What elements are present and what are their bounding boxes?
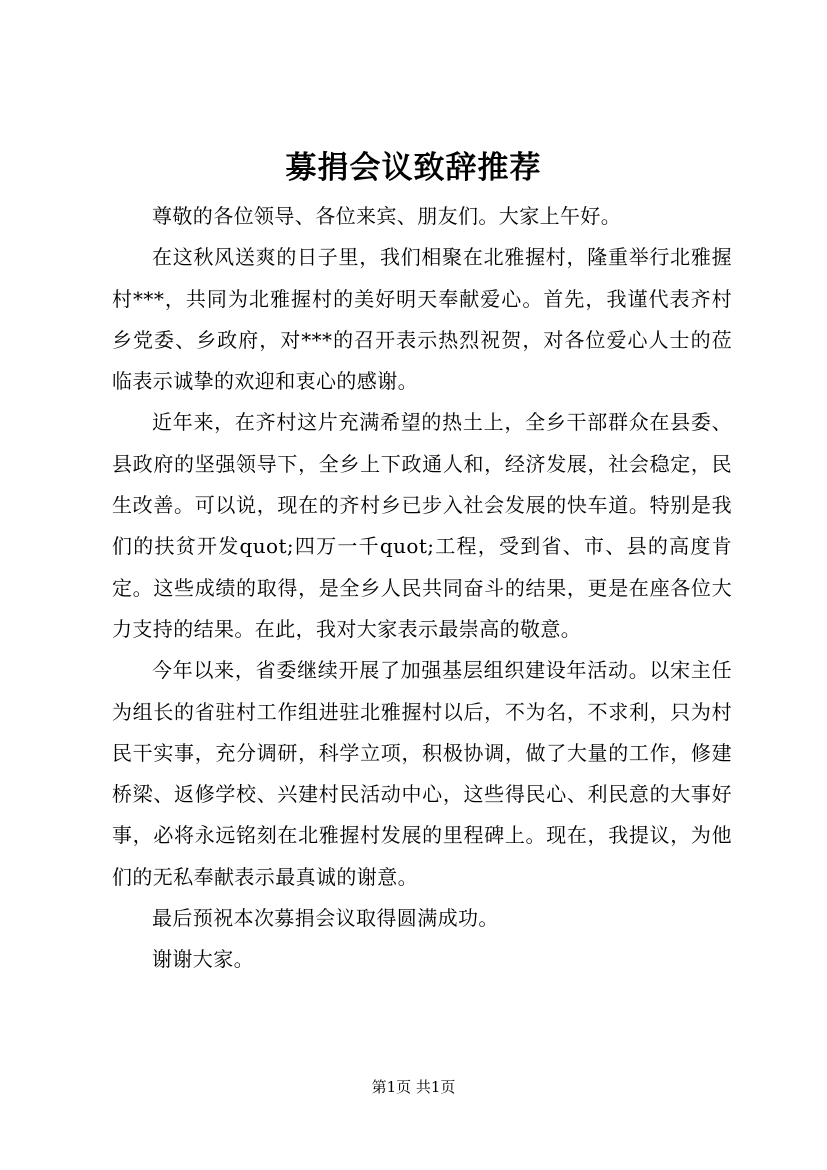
paragraph-achievements: 近年来，在齐村这片充满希望的热土上，全乡干部群众在县委、县政府的坚强领导下，全乡上下政通人和，经济发展，社会稳定，民生改善。可以说，现在的齐村乡已步入社会发展的快车道。特别是我们的扶贫开发quot;四万一千quot;工程，受到省、市、县的高度肯定。这些成绩的取得，是全乡人民共同奋斗的结果，更是在座各位大力支持的结果。在此，我对大家表示最崇高的敬意。 (112, 410, 732, 641)
paragraph-greeting: 尊敬的各位领导、各位来宾、朋友们。大家上午好。 (152, 204, 622, 228)
paragraph-wishes: 最后预祝本次募捐会议取得圆满成功。 (152, 906, 499, 931)
document-body (112, 196, 732, 981)
page-number-footer: 第1页 共1页 (371, 1078, 456, 1096)
document-title: 募捐会议致辞推荐 (285, 150, 542, 186)
paragraph-thanks: 谢谢大家。 (152, 947, 254, 972)
paragraph-welcome: 在这秋风送爽的日子里，我们相聚在北雅握村，隆重举行北雅握村***，共同为北雅握村的美好明天奉献爱心。首先，我谨代表齐村乡党委、乡政府，对***的召开表示热烈祝贺，对各位爱心人士的莅临表示诚挚的欢迎和衷心的感谢。 (112, 245, 732, 394)
paragraph-work-team: 今年以来，省委继续开展了加强基层组织建设年活动。以宋主任为组长的省驻村工作组进驻北雅握村以后，不为名，不求利，只为村民干实事，充分调研，科学立项，积极协调，做了大量的工作，修建桥梁、返修学校、兴建村民活动中心，这些得民心、利民意的大事好事，必将永远铭刻在北雅握村发展的里程碑上。现在，我提议，为他们的无私奉献表示最真诚的谢意。 (112, 658, 732, 889)
